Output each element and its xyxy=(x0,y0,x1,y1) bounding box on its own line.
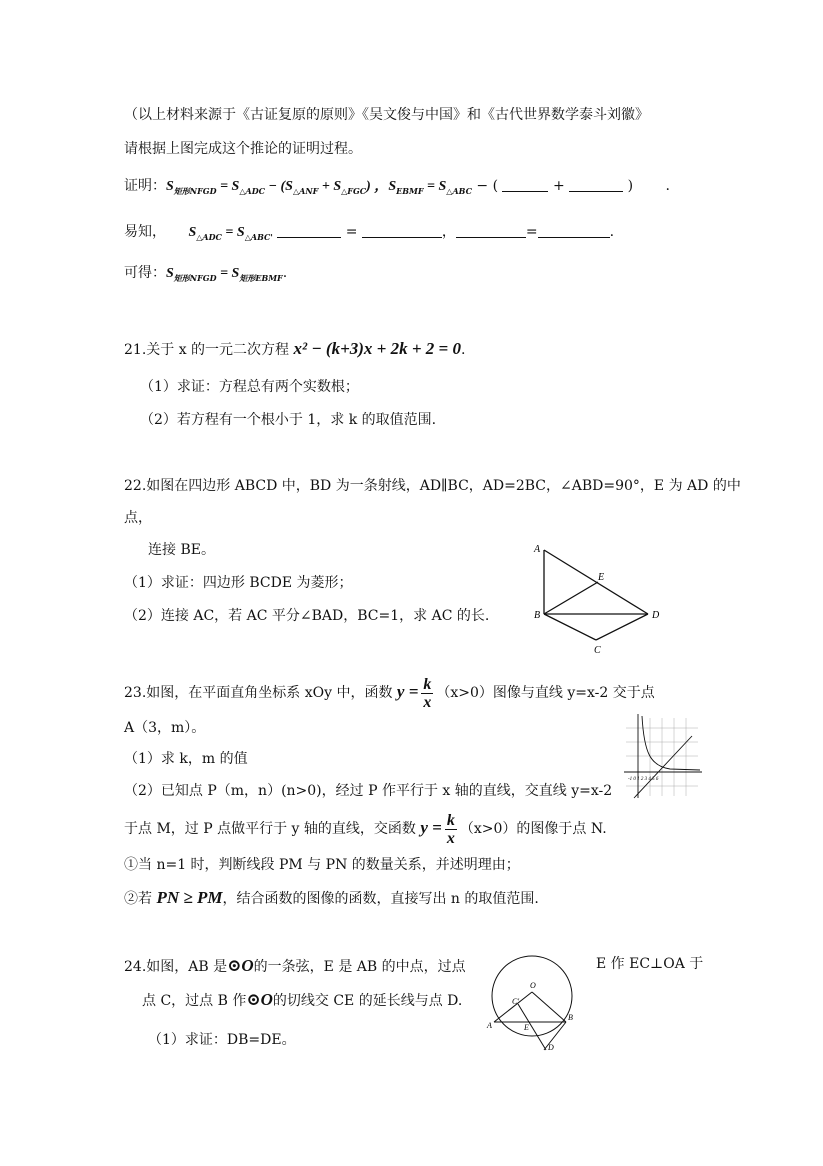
q23-part2a: （2）已知点 P（m，n）(n>0)，经过 P 作平行于 x 轴的直线，交直线 y=x-2 xyxy=(124,783,613,799)
label-B: B xyxy=(534,610,541,621)
label-C: C' xyxy=(512,997,520,1006)
q23-sub2: ②若 PN ≥ PM，结合函数的图像的函数，直接写出 n 的取值范围. xyxy=(124,888,539,907)
label-D: D xyxy=(652,610,660,621)
q24-line2: 点 C，过点 B 作⊙O的切线交 CE 的延长线与点 D. xyxy=(142,990,463,1009)
q23-line2: A（3，m）。 xyxy=(124,720,206,736)
q21-stem: 21.关于 x 的一元二次方程 x² − (k+3)x + 2k + 2 = 0. xyxy=(124,339,466,358)
q22-figure xyxy=(530,536,670,660)
q23-sub1: ①当 n=1 时，判断线段 PM 与 PN 的数量关系，并述明理由； xyxy=(124,857,520,873)
label-A: A xyxy=(487,1021,492,1030)
q23-part2b: 于点 M，过 P 点做平行于 y 轴的直线，交函数 y = $\frac{k}{x}$ （x>0）的图像于点 N. xyxy=(124,811,607,847)
blank-1[interactable] xyxy=(502,177,548,192)
q21-part2: （2）若方程有一个根小于 1，求 k 的取值范围. xyxy=(140,412,437,428)
axis-origin: -1 0 1 2 3 4 5 6 xyxy=(628,777,659,782)
blank-5[interactable] xyxy=(456,223,526,238)
proof-line-2: 易知， $S_{\triangle ADC} = S_{\triangle ABC'}$ = ， = . xyxy=(124,224,615,242)
label-A: A xyxy=(534,544,541,555)
q23-part1: （1）求 k，m 的值 xyxy=(124,751,248,767)
blank-2[interactable] xyxy=(569,177,623,192)
proof-label: 证明： xyxy=(124,178,166,194)
q24-figure xyxy=(486,950,582,1060)
blank-4[interactable] xyxy=(362,223,442,238)
q21-part1: （1）求证：方程总有两个实数根； xyxy=(140,379,359,395)
q24-line1-cont: E 作 EC⊥OA 于 xyxy=(596,956,704,972)
q24-part1: （1）求证：DB=DE。 xyxy=(148,1032,296,1048)
q23-line1: 23.如图，在平面直角坐标系 xOy 中，函数 y = $\frac{k}{x}$ （x>0）图像与直线 y=x-2 交于点 xyxy=(124,675,655,711)
label-B: B xyxy=(568,1013,573,1022)
q24-line1: 24.如图，AB 是⊙O的一条弦，E 是 AB 的中点，过点 xyxy=(124,956,466,975)
label-O: O xyxy=(530,981,536,990)
easy-label: 易知， xyxy=(124,224,166,240)
label-E: E xyxy=(598,572,605,583)
proof-line-3: 可得：$S_{矩形NFGD} = S_{矩形EBMF}$. xyxy=(124,265,288,283)
label-C: C xyxy=(594,645,601,656)
fraction-k-over-x: $\frac{k}{x}$ xyxy=(423,675,432,711)
prompt-line: 请根据上图完成这个推论的证明过程。 xyxy=(124,141,362,157)
label-D: D xyxy=(548,1043,554,1052)
blank-3[interactable] xyxy=(277,223,341,238)
result-label: 可得： xyxy=(124,265,166,281)
label-E: E xyxy=(524,1023,529,1032)
q21-equation: x² − (k+3)x + 2k + 2 = 0 xyxy=(293,339,461,358)
q22-part2: （2）连接 AC，若 AC 平分∠BAD，BC=1，求 AC 的长. xyxy=(124,608,490,624)
q22-part1: （1）求证：四边形 BCDE 为菱形； xyxy=(124,575,353,591)
source-line: （以上材料来源于《古证复原的原则》《吴文俊与中国》和《古代世界数学泰斗刘徽》 xyxy=(124,107,649,123)
q23-figure xyxy=(620,712,706,802)
q22-line1: 22.如图在四边形 ABCD 中，BD 为一条射线，AD∥BC，AD=2BC，∠ABD=90°，E 为 AD 的中 xyxy=(124,478,741,494)
q22-line2: 点， xyxy=(124,510,152,526)
blank-6[interactable] xyxy=(538,223,610,238)
proof-line-1: 证明：$S_{矩形NFGD} = S_{\triangle ADC} - (S_{\triangle ANF} + S_{\triangle FGC})$ ，$S_{EBMF} = S_{\triangle ABC}$ − ( + ) . xyxy=(124,178,670,196)
q22-line3: 连接 BE。 xyxy=(148,542,215,558)
